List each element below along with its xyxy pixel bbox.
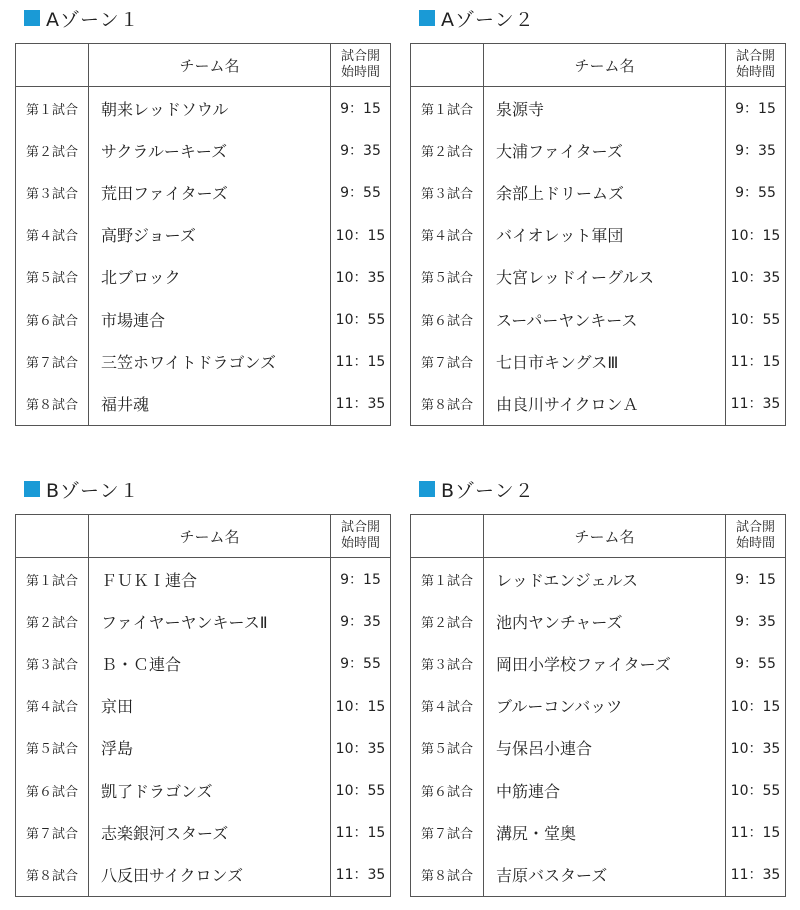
table-row xyxy=(411,769,786,811)
start-time: 10：55 xyxy=(726,769,786,811)
game-number: 第１試合 xyxy=(411,558,484,601)
start-time: 10：15 xyxy=(331,685,391,727)
start-time-header xyxy=(331,515,391,558)
schedule-table xyxy=(410,514,786,897)
start-time: 9：15 xyxy=(331,558,391,601)
game-number: 第５試合 xyxy=(411,727,484,769)
start-time: 11：35 xyxy=(331,382,391,425)
game-number: 第７試合 xyxy=(411,811,484,853)
table-row xyxy=(411,298,786,340)
table-row xyxy=(411,811,786,853)
zone-title xyxy=(419,3,535,33)
zone-title-text: Aゾーン２ xyxy=(441,8,535,31)
team-name: 朝来レッドソウル xyxy=(89,87,331,130)
team-name: 七日市キングスⅢ xyxy=(484,340,726,382)
game-number: 第４試合 xyxy=(16,685,89,727)
start-time: 11：35 xyxy=(331,853,391,896)
start-time-header-line1: 試合開 xyxy=(340,49,380,64)
game-number: 第３試合 xyxy=(411,171,484,213)
table-row xyxy=(411,727,786,769)
team-name-header: チーム名 xyxy=(484,44,726,87)
game-number: 第６試合 xyxy=(16,298,89,340)
zone-a1 xyxy=(15,3,400,433)
start-time: 10：15 xyxy=(726,214,786,256)
team-name: Ｂ・Ｃ連合 xyxy=(89,642,331,684)
start-time: 9：35 xyxy=(726,600,786,642)
table-row xyxy=(16,558,391,601)
header-empty-cell xyxy=(16,515,89,558)
game-number: 第２試合 xyxy=(411,600,484,642)
team-name: ファイヤーヤンキースⅡ xyxy=(89,600,331,642)
square-bullet-icon xyxy=(419,10,435,26)
table-row xyxy=(16,87,391,130)
table-row xyxy=(411,214,786,256)
team-name: 岡田小学校ファイターズ xyxy=(484,642,726,684)
header-row xyxy=(16,515,391,558)
start-time: 11：15 xyxy=(726,340,786,382)
game-number: 第８試合 xyxy=(411,382,484,425)
table-row xyxy=(16,685,391,727)
start-time: 10：35 xyxy=(726,727,786,769)
header-row xyxy=(16,44,391,87)
game-number: 第４試合 xyxy=(411,685,484,727)
team-name: 福井魂 xyxy=(89,382,331,425)
table-row xyxy=(411,171,786,213)
start-time: 9：35 xyxy=(331,600,391,642)
start-time: 10：35 xyxy=(331,727,391,769)
zone-title-text: Bゾーン２ xyxy=(441,479,535,502)
table-row xyxy=(16,600,391,642)
team-name: 浮島 xyxy=(89,727,331,769)
table-row xyxy=(411,129,786,171)
table-row xyxy=(16,727,391,769)
table-row xyxy=(16,811,391,853)
start-time: 10：55 xyxy=(726,298,786,340)
game-number: 第８試合 xyxy=(411,853,484,896)
table-row xyxy=(411,642,786,684)
header-empty-cell xyxy=(16,44,89,87)
zone-title xyxy=(419,474,535,504)
start-time: 10：35 xyxy=(331,256,391,298)
schedule-table xyxy=(15,43,391,426)
start-time: 11：15 xyxy=(331,811,391,853)
zone-title xyxy=(24,3,140,33)
zone-title-text: Aゾーン１ xyxy=(46,8,140,31)
start-time: 9：15 xyxy=(726,87,786,130)
square-bullet-icon xyxy=(24,10,40,26)
team-name: 由良川サイクロンＡ xyxy=(484,382,726,425)
team-name: バイオレット軍団 xyxy=(484,214,726,256)
table-row xyxy=(16,214,391,256)
team-name: 志楽銀河スターズ xyxy=(89,811,331,853)
table-row xyxy=(411,853,786,896)
game-number: 第２試合 xyxy=(16,129,89,171)
table-row xyxy=(16,340,391,382)
team-name: スーパーヤンキース xyxy=(484,298,726,340)
game-number: 第７試合 xyxy=(16,340,89,382)
start-time: 9：35 xyxy=(331,129,391,171)
zone-title xyxy=(24,474,140,504)
team-name: サクラルーキーズ xyxy=(89,129,331,171)
table-row xyxy=(411,256,786,298)
start-time-header-line1: 試合開 xyxy=(735,49,775,64)
table-row xyxy=(411,340,786,382)
game-number: 第３試合 xyxy=(411,642,484,684)
game-number: 第６試合 xyxy=(16,769,89,811)
team-name: 凱了ドラゴンズ xyxy=(89,769,331,811)
zone-b2 xyxy=(410,474,795,904)
team-name: 市場連合 xyxy=(89,298,331,340)
team-name: 北ブロック xyxy=(89,256,331,298)
game-number: 第６試合 xyxy=(411,769,484,811)
table-row xyxy=(16,769,391,811)
game-number: 第７試合 xyxy=(411,340,484,382)
team-name: ブルーコンバッツ xyxy=(484,685,726,727)
team-name: 京田 xyxy=(89,685,331,727)
game-number: 第７試合 xyxy=(16,811,89,853)
start-time-header-line2: 始時間 xyxy=(735,536,775,551)
start-time: 9：55 xyxy=(726,171,786,213)
start-time-header-line1: 試合開 xyxy=(735,520,775,535)
start-time: 10：15 xyxy=(331,214,391,256)
start-time: 10：55 xyxy=(331,298,391,340)
team-name: 八反田サイクロンズ xyxy=(89,853,331,896)
game-number: 第３試合 xyxy=(16,171,89,213)
zone-a2 xyxy=(410,3,795,433)
start-time: 11：15 xyxy=(726,811,786,853)
team-name-header: チーム名 xyxy=(89,44,331,87)
table-row xyxy=(411,685,786,727)
header-row xyxy=(411,44,786,87)
start-time: 11：35 xyxy=(726,853,786,896)
table-row xyxy=(411,558,786,601)
square-bullet-icon xyxy=(24,481,40,497)
start-time-header xyxy=(726,44,786,87)
start-time: 10：35 xyxy=(726,256,786,298)
team-name: 泉源寺 xyxy=(484,87,726,130)
table-row xyxy=(411,382,786,425)
team-name-header: チーム名 xyxy=(89,515,331,558)
game-number: 第３試合 xyxy=(16,642,89,684)
table-row xyxy=(16,853,391,896)
game-number: 第４試合 xyxy=(16,214,89,256)
start-time-header xyxy=(726,515,786,558)
team-name: 溝尻・堂奥 xyxy=(484,811,726,853)
start-time-header xyxy=(331,44,391,87)
game-number: 第８試合 xyxy=(16,853,89,896)
table-row xyxy=(411,600,786,642)
header-empty-cell xyxy=(411,515,484,558)
start-time: 11：15 xyxy=(331,340,391,382)
start-time: 10：15 xyxy=(726,685,786,727)
game-number: 第５試合 xyxy=(411,256,484,298)
table-row xyxy=(16,642,391,684)
start-time-header-line2: 始時間 xyxy=(735,65,775,80)
table-row xyxy=(16,256,391,298)
start-time-header-line1: 試合開 xyxy=(340,520,380,535)
start-time-header-line2: 始時間 xyxy=(340,65,380,80)
start-time: 9：35 xyxy=(726,129,786,171)
table-row xyxy=(16,171,391,213)
team-name: 与保呂小連合 xyxy=(484,727,726,769)
start-time: 9：55 xyxy=(726,642,786,684)
team-name: 高野ジョーズ xyxy=(89,214,331,256)
game-number: 第５試合 xyxy=(16,727,89,769)
zone-b1 xyxy=(15,474,400,904)
schedule-table xyxy=(15,514,391,897)
start-time: 9：55 xyxy=(331,171,391,213)
table-row xyxy=(411,87,786,130)
header-empty-cell xyxy=(411,44,484,87)
team-name: 中筋連合 xyxy=(484,769,726,811)
team-name: 余部上ドリームズ xyxy=(484,171,726,213)
team-name: 大宮レッドイーグルス xyxy=(484,256,726,298)
square-bullet-icon xyxy=(419,481,435,497)
team-name: 池内ヤンチャーズ xyxy=(484,600,726,642)
team-name: レッドエンジェルス xyxy=(484,558,726,601)
table-row xyxy=(16,298,391,340)
start-time: 10：55 xyxy=(331,769,391,811)
table-row xyxy=(16,129,391,171)
start-time: 9：55 xyxy=(331,642,391,684)
team-name: ＦＵＫＩ連合 xyxy=(89,558,331,601)
game-number: 第８試合 xyxy=(16,382,89,425)
team-name: 荒田ファイターズ xyxy=(89,171,331,213)
game-number: 第１試合 xyxy=(411,87,484,130)
start-time: 11：35 xyxy=(726,382,786,425)
team-name: 大浦ファイターズ xyxy=(484,129,726,171)
team-name-header: チーム名 xyxy=(484,515,726,558)
game-number: 第４試合 xyxy=(411,214,484,256)
game-number: 第１試合 xyxy=(16,558,89,601)
table-row xyxy=(16,382,391,425)
team-name: 三笠ホワイトドラゴンズ xyxy=(89,340,331,382)
schedule-table xyxy=(410,43,786,426)
header-row xyxy=(411,515,786,558)
game-number: 第２試合 xyxy=(411,129,484,171)
game-number: 第１試合 xyxy=(16,87,89,130)
start-time: 9：15 xyxy=(331,87,391,130)
game-number: 第５試合 xyxy=(16,256,89,298)
game-number: 第６試合 xyxy=(411,298,484,340)
start-time: 9：15 xyxy=(726,558,786,601)
game-number: 第２試合 xyxy=(16,600,89,642)
start-time-header-line2: 始時間 xyxy=(340,536,380,551)
zone-title-text: Bゾーン１ xyxy=(46,479,140,502)
team-name: 吉原バスターズ xyxy=(484,853,726,896)
